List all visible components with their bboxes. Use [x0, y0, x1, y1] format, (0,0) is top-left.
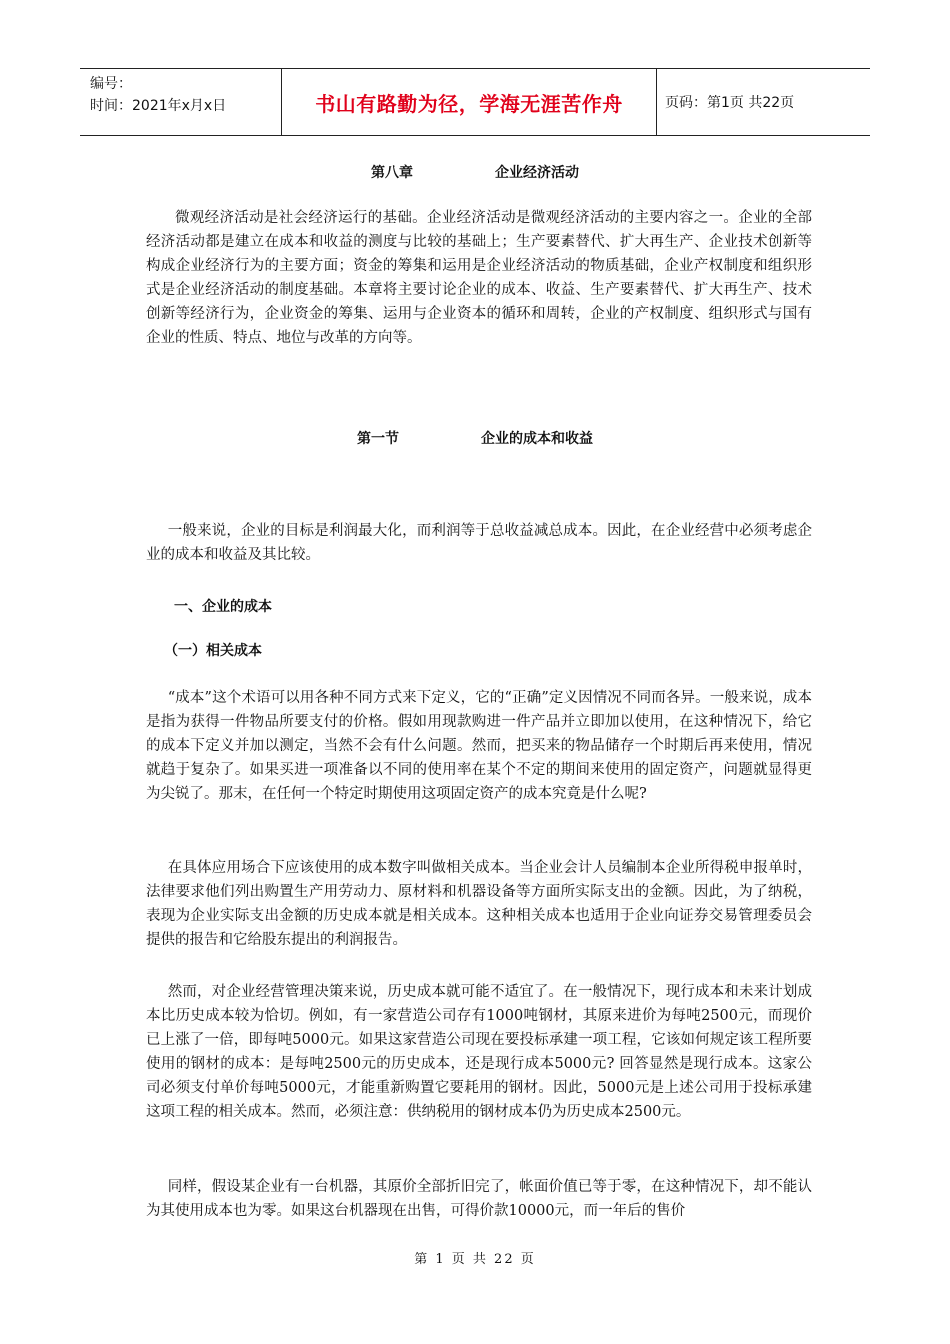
- header-motto: 书山有路勤为径，学海无涯苦作舟: [282, 69, 657, 135]
- heading-enterprise-cost: 一、企业的成本: [174, 599, 272, 615]
- chapter-number: 第八章: [371, 165, 413, 181]
- serial-label: 编号：: [90, 76, 132, 92]
- header-meta: [80, 69, 282, 135]
- section-number: 第一节: [357, 431, 399, 447]
- intro-paragraph: 微观经济活动是社会经济运行的基础。企业经济活动是微观经济活动的主要内容之一。企业的全部经济活动都是建立在成本和收益的测度与比较的基础上；生产要素替代、扩大再生产、企业技术创新等构成企业经济行为的主要方面；资金的筹集和运用是企业经济活动的物质基础，企业产权制度和组织形式是企业经济活动的制度基础。本章将主要讨论企业的成本、收益、生产要素替代、扩大再生产、技术创新等经济行为，企业资金的筹集、运用与企业资本的循环和周转，企业的产权制度、组织形式与国有企业的性质、特点、地位与改革的方向等。: [146, 210, 812, 346]
- section-name: 企业的成本和收益: [481, 431, 593, 447]
- paragraph-1: 一般来说，企业的目标是利润最大化，而利润等于总收益减总成本。因此，在企业经营中必须考虑企业的成本和收益及其比较。: [146, 523, 812, 563]
- paragraph-4: 然而，对企业经营管理决策来说，历史成本就可能不适宜了。在一般情况下，现行成本和未来计划成本比历史成本较为恰切。例如，有一家营造公司存有1000吨钢材，其原来进价为每吨2500元，而现价已上涨了一倍，即每吨5000元。如果这家营造公司现在要投标承建一项工程，它该如何规定该工程所要使用的钢材的成本：是每吨2500元的历史成本，还是现行成本5000元? 回答显然是现行成本。这家公司必须支付单价每吨5000元，才能重新购置它要耗用的钢材。因此，5000元是上述公司用于投标承建这项工程的相关成本。然而，必须注意：供纳税用的钢材成本仍为历史成本2500元。: [146, 984, 812, 1120]
- section-title: [0, 428, 950, 448]
- header-page-code: 页码：第1页 共22页: [665, 95, 795, 111]
- page-footer: 第 1 页 共 22 页: [414, 1252, 536, 1267]
- chapter-name: 企业经济活动: [495, 165, 579, 181]
- chapter-title: [0, 162, 950, 182]
- page-header: [80, 68, 870, 136]
- paragraph-3: 在具体应用场合下应该使用的成本数字叫做相关成本。当企业会计人员编制本企业所得税申报单时，法律要求他们列出购置生产用劳动力、原材料和机器设备等方面所实际支出的金额。因此，为了纳税，表现为企业实际支出金额的历史成本就是相关成本。这种相关成本也适用于企业向证券交易管理委员会提供的报告和它给股东提出的利润报告。: [146, 860, 812, 948]
- paragraph-2: “成本”这个术语可以用各种不同方式来下定义，它的“正确”定义因情况不同而各异。一般来说，成本是指为获得一件物品所要支付的价格。假如用现款购进一件产品并立即加以使用，在这种情况下，给它的成本下定义并加以测定，当然不会有什么问题。然而，把买来的物品储存一个时期后再来使用，情况就趋于复杂了。如果买进一项准备以不同的使用率在某个不定的期间来使用的固定资产，问题就显得更为尖锐了。那末，在任何一个特定时期使用这项固定资产的成本究竟是什么呢?: [146, 690, 812, 802]
- paragraph-5: 同样，假设某企业有一台机器，其原价全部折旧完了，帐面价值已等于零，在这种情况下，却不能认为其使用成本也为零。如果这台机器现在出售，可得价款10000元，而一年后的售价: [146, 1179, 812, 1219]
- time-label: 时间：2021年x月x日: [90, 98, 227, 114]
- heading-relevant-cost: （一）相关成本: [164, 643, 262, 659]
